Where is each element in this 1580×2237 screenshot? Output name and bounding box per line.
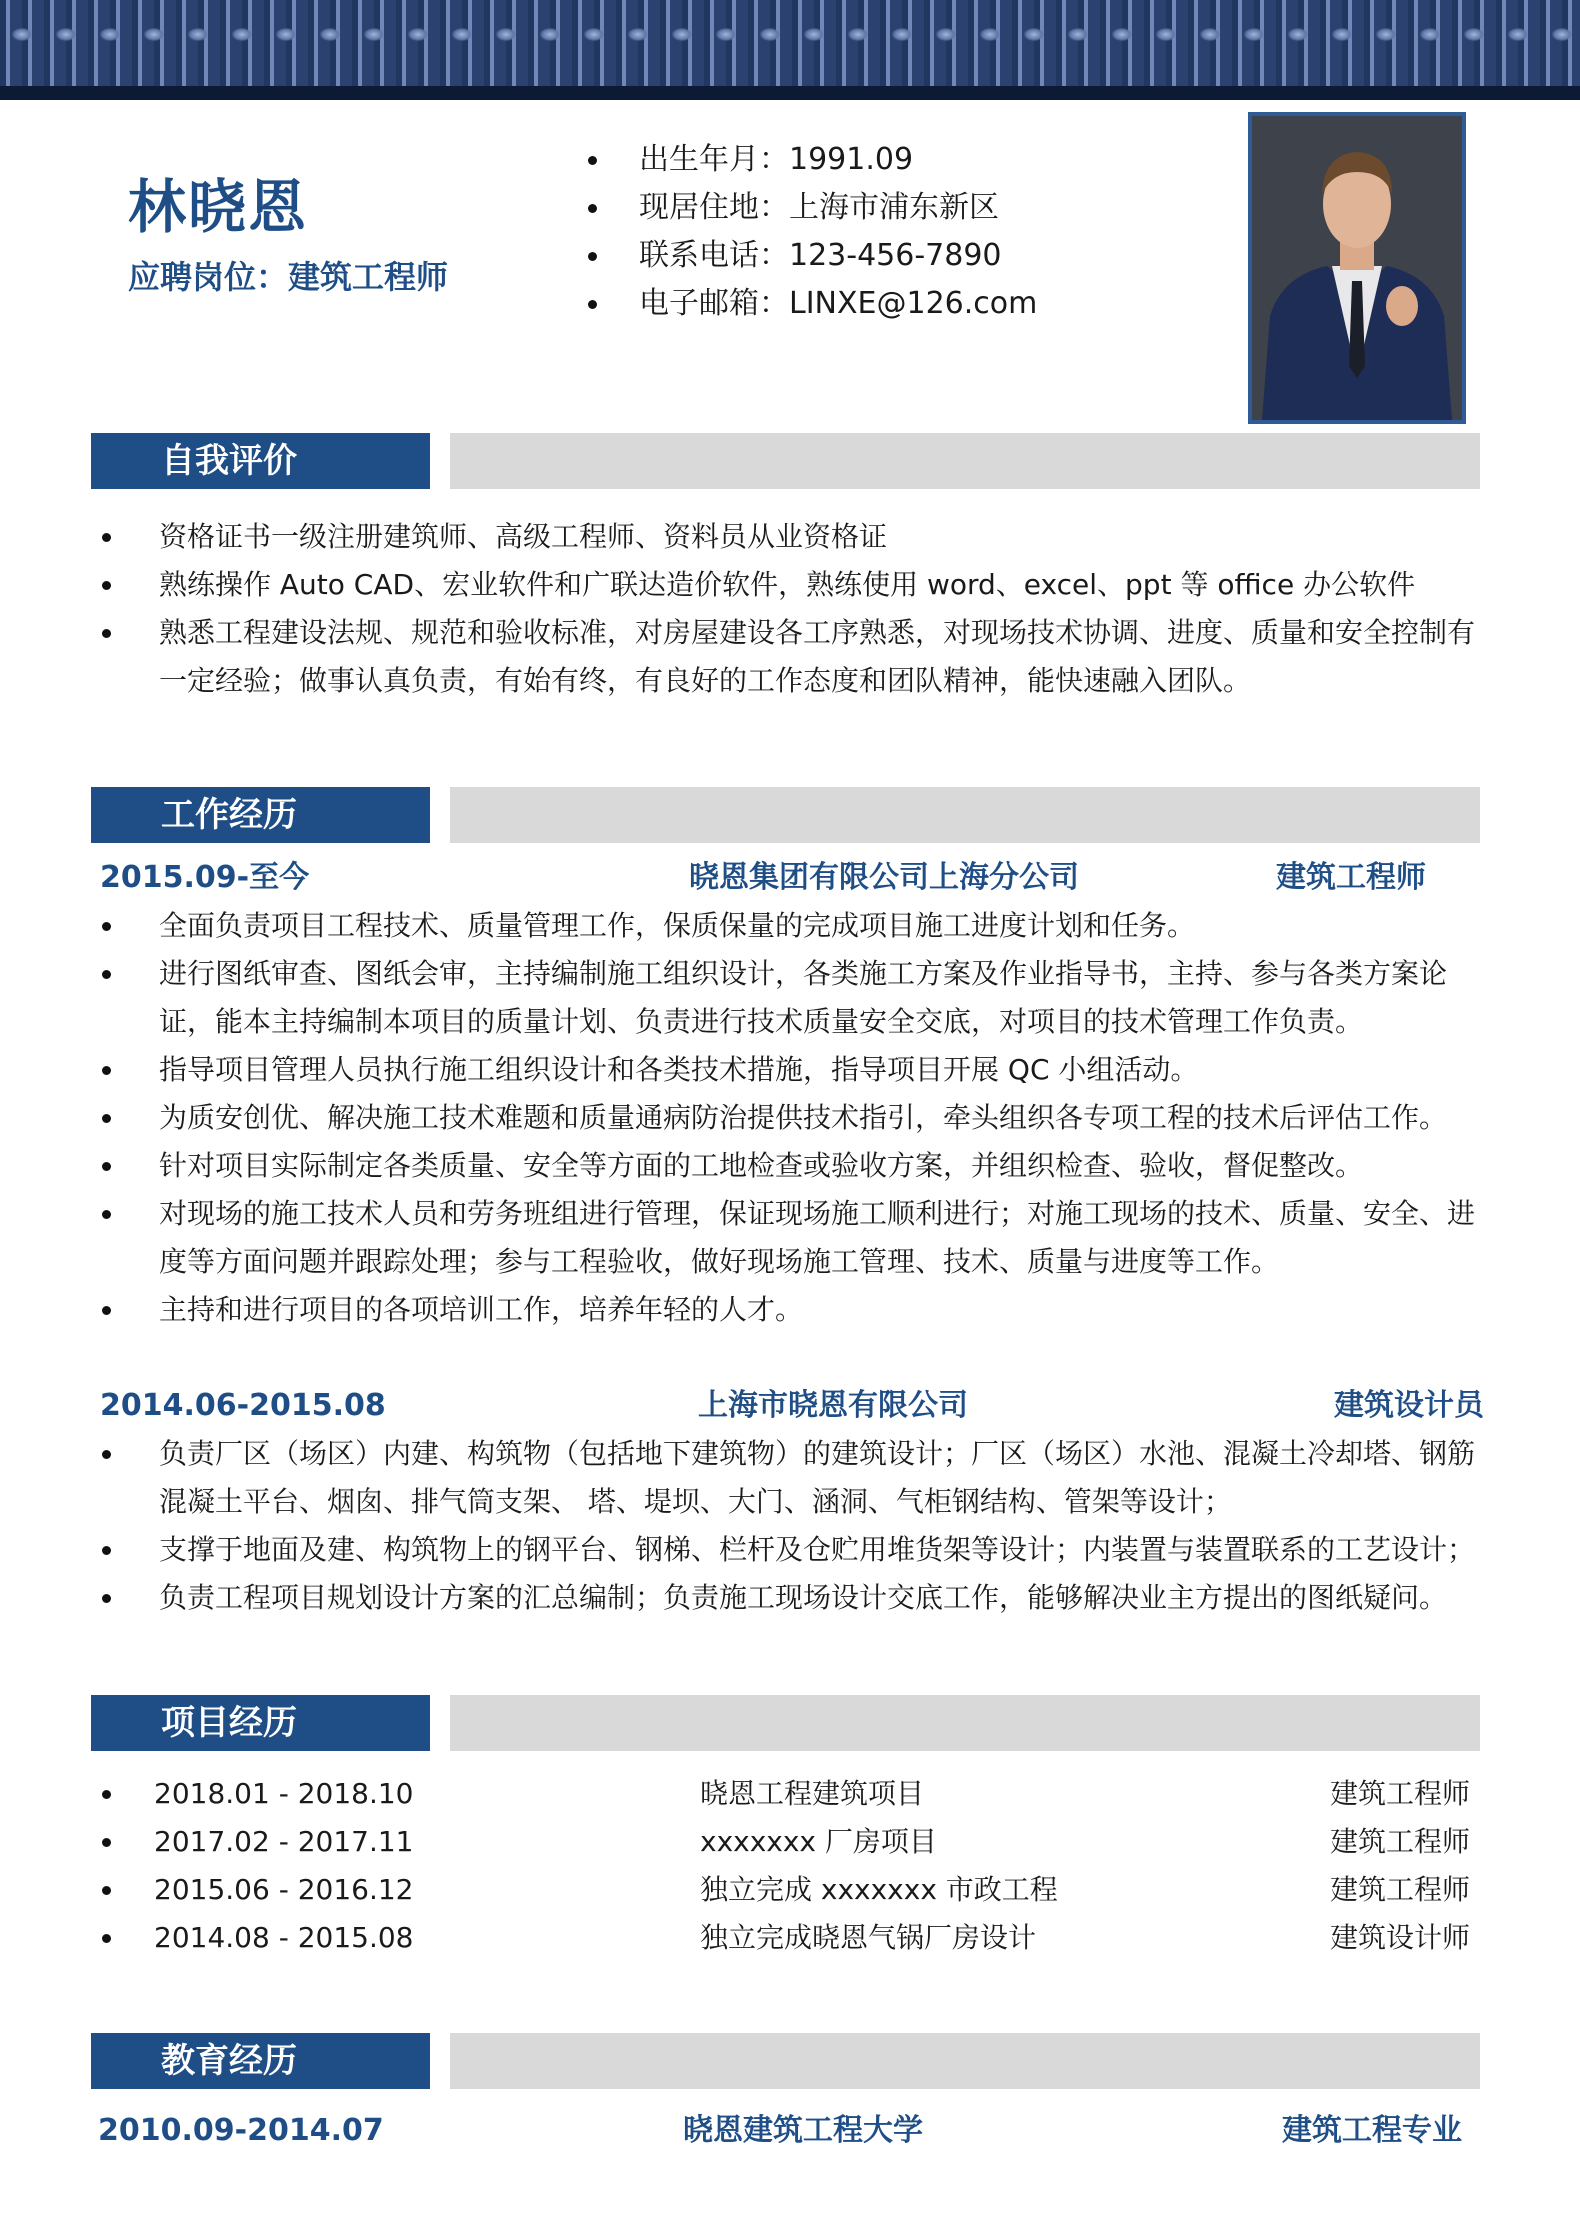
bullet-icon [102,581,111,590]
bullet-icon [102,533,111,542]
bullet-icon [102,1594,111,1603]
bullet-icon [102,1306,111,1315]
list-item: 熟练操作 Auto CAD、宏业软件和广联达造价软件，熟练使用 word、excel、ppt 等 office 办公软件 [98,561,1488,609]
project-name: 晓恩工程建筑项目 [700,1777,925,1810]
project-list [98,1770,1480,1962]
section-header-education [91,2033,1480,2089]
list-item: 资格证书一级注册建筑师、高级工程师、资料员从业资格证 [98,513,1488,561]
education-period: 2010.09-2014.07 [98,2113,384,2148]
bullet-icon [102,1546,111,1555]
section-title: 自我评价 [91,433,430,489]
job-period: 2014.06-2015.08 [100,1388,386,1423]
info-phone: 联系电话：123-456-7890 [588,232,1037,280]
list-item: 针对项目实际制定各类质量、安全等方面的工地检查或验收方案，并组织检查、验收，督促整改。 [98,1142,1488,1190]
bullet-icon [102,1162,111,1171]
job-duties-list [98,1430,1488,1622]
section-divider [450,787,1480,843]
bullet-icon [588,300,597,309]
list-item: 指导项目管理人员执行施工组织设计和各类技术措施，指导项目开展 QC 小组活动。 [98,1046,1488,1094]
education-school: 晓恩建筑工程大学 [683,2113,923,2148]
bullet-icon [102,1886,111,1895]
job-role: 建筑工程师 [1276,860,1426,895]
bullet-icon [102,1790,111,1799]
project-period: 2018.01 - 2018.10 [154,1777,414,1810]
list-item: 熟悉工程建设法规、规范和验收标准，对房屋建设各工序熟悉，对现场技术协调、进度、质量和安全控制有一定经验；做事认真负责，有始有终，有良好的工作态度和团队精神，能快速融入团队。 [98,609,1488,705]
bullet-icon [588,204,597,213]
job-header [98,854,1480,902]
info-email: 电子邮箱：LINXE@126.com [588,280,1037,328]
project-role: 建筑工程师 [1330,1777,1471,1810]
bullet-icon [102,970,111,979]
project-role: 建筑工程师 [1330,1873,1471,1906]
section-header-work [91,787,1480,843]
personal-info-list [588,136,1037,328]
header-banner [0,0,1580,100]
bullet-icon [102,922,111,931]
bullet-icon [102,1934,111,1943]
project-role: 建筑工程师 [1330,1825,1471,1858]
section-divider [450,433,1480,489]
section-title: 工作经历 [91,787,430,843]
job-company: 晓恩集团有限公司上海分公司 [689,860,1079,895]
person-portrait-icon [1252,116,1462,420]
info-residence: 现居住地：上海市浦东新区 [588,184,1037,232]
project-name: xxxxxxx 厂房项目 [700,1825,937,1858]
list-item [98,1914,1480,1962]
list-item: 全面负责项目工程技术、质量管理工作，保质保量的完成项目施工进度计划和任务。 [98,902,1488,950]
candidate-name: 林晓恩 [128,173,309,241]
section-header-projects [91,1695,1480,1751]
bullet-icon [588,252,597,261]
job-period: 2015.09-至今 [100,860,310,895]
project-role: 建筑设计师 [1330,1921,1471,1954]
section-header-self-eval [91,433,1480,489]
bullet-icon [102,1114,111,1123]
bullet-icon [102,1450,111,1459]
job-company: 上海市晓恩有限公司 [698,1388,968,1423]
list-item [98,1770,1480,1818]
education-row [98,2107,1480,2155]
education-major: 建筑工程专业 [1282,2113,1462,2148]
list-item [98,1818,1480,1866]
bullet-icon [102,1838,111,1847]
bullet-icon [102,1066,111,1075]
bullet-icon [588,156,597,165]
self-eval-list [98,513,1488,705]
list-item: 支撑于地面及建、构筑物上的钢平台、钢梯、栏杆及仓贮用堆货架等设计；内装置与装置联系的工艺设计； [98,1526,1488,1574]
project-name: 独立完成晓恩气锅厂房设计 [700,1921,1037,1954]
list-item: 对现场的施工技术人员和劳务班组进行管理，保证现场施工顺利进行；对施工现场的技术、质量、安全、进度等方面问题并跟踪处理；参与工程验收，做好现场施工管理、技术、质量与进度等工作。 [98,1190,1488,1286]
applied-position: 应聘岗位：建筑工程师 [128,258,449,296]
list-item: 进行图纸审查、图纸会审，主持编制施工组织设计，各类施工方案及作业指导书，主持、参与各类方案论证，能本主持编制本项目的质量计划、负责进行技术质量安全交底，对项目的技术管理工作负责。 [98,950,1488,1046]
project-period: 2015.06 - 2016.12 [154,1873,414,1906]
list-item: 负责厂区（场区）内建、构筑物（包括地下建筑物）的建筑设计；厂区（场区）水池、混凝土冷却塔、钢筋混凝土平台、烟囱、排气筒支架、 塔、堤坝、大门、涵洞、气柜钢结构、管架等设计； [98,1430,1488,1526]
list-item: 负责工程项目规划设计方案的汇总编制；负责施工现场设计交底工作，能够解决业主方提出的图纸疑问。 [98,1574,1488,1622]
info-birth: 出生年月：1991.09 [588,136,1037,184]
section-title: 项目经历 [91,1695,430,1751]
bullet-icon [102,629,111,638]
section-title: 教育经历 [91,2033,430,2089]
section-divider [450,1695,1480,1751]
project-period: 2017.02 - 2017.11 [154,1825,414,1858]
project-name: 独立完成 xxxxxxx 市政工程 [700,1873,1058,1906]
section-divider [450,2033,1480,2089]
job-role: 建筑设计员 [1334,1388,1484,1423]
list-item: 为质安创优、解决施工技术难题和质量通病防治提供技术指引，牵头组织各专项工程的技术后评估工作。 [98,1094,1488,1142]
list-item: 主持和进行项目的各项培训工作，培养年轻的人才。 [98,1286,1488,1334]
project-period: 2014.08 - 2015.08 [154,1921,414,1954]
profile-photo [1248,112,1466,424]
job-duties-list [98,902,1488,1334]
list-item [98,1866,1480,1914]
job-header [98,1382,1484,1430]
bullet-icon [102,1210,111,1219]
